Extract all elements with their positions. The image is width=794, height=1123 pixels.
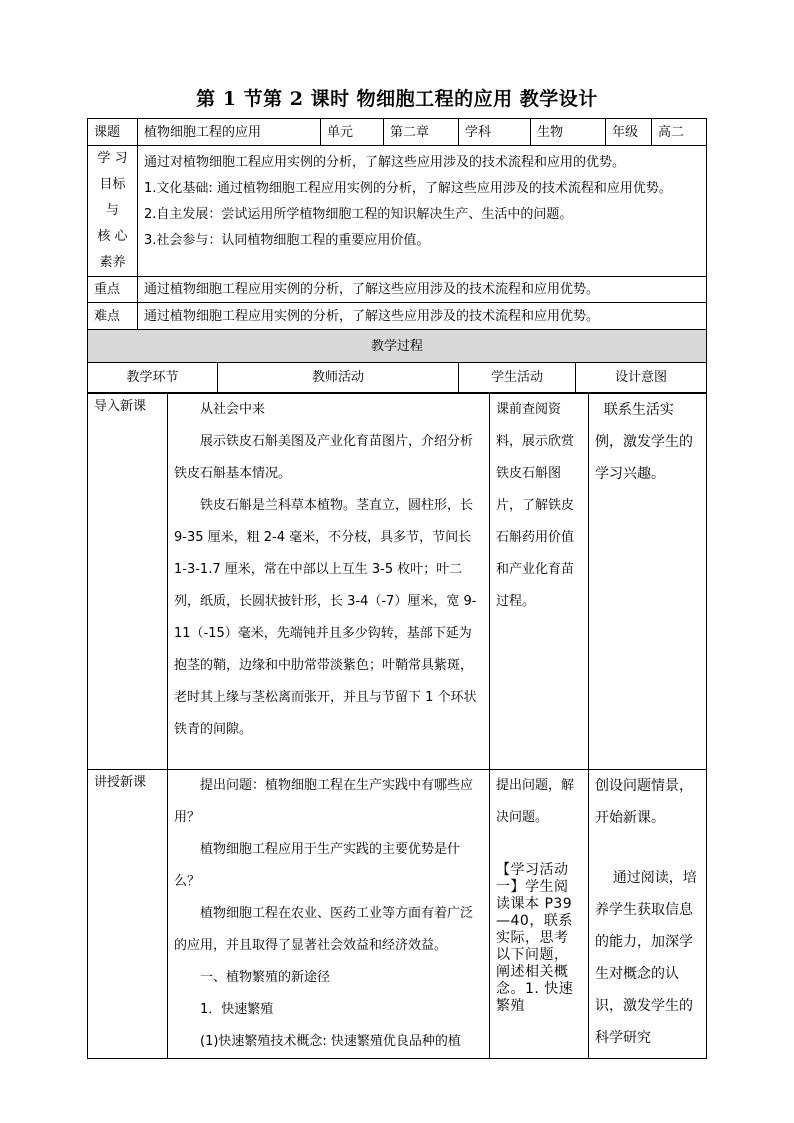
key-point-text: 通过植物细胞工程应用实例的分析，了解这些应用涉及的技术流程和应用优势。 [138,277,707,303]
intro-stage: 导入新课 [88,394,168,770]
goal-line: 2.自主发展：尝试运用所学植物细胞工程的知识解决生产、生活中的问题。 [144,207,573,222]
intro-teacher-para: 展示铁皮石斛美图及产业化育苗图片，介绍分析铁皮石斛基本情况。 [174,434,474,481]
teach-teacher-para: 提出问题：植物细胞工程在生产实践中有哪些应用？ [174,778,474,825]
teach-student-text-b: 【学习活动一】学生阅读课本 P39—40，联系实际，思考以下问题，阐述相关概念。1. 快速繁殖 [496,862,574,1014]
goals-label [88,146,138,277]
subject-value: 生物 [531,119,606,146]
key-point-label: 重点 [88,277,138,303]
goals-row [88,146,707,277]
intro-teacher-para: 从社会中来 [200,402,266,417]
teach-teacher-cell [168,770,490,1059]
intro-teacher-cell [168,394,490,770]
header-stage: 教学环节 [88,363,218,393]
document-title: 第 1 节第 2 课时 物细胞工程的应用 教学设计 [196,88,598,110]
teach-teacher-para: 植物细胞工程应用于生产实践的主要优势是什么？ [174,842,461,889]
process-table [87,393,707,1059]
course-label: 课题 [88,119,138,146]
teach-stage: 讲授新课 [88,770,168,1059]
goal-line: 1.文化基础: 通过植物细胞工程应用实例的分析，了解这些应用涉及的技术流程和应用优势。 [144,181,672,196]
subject-label: 学科 [459,119,531,146]
teach-teacher-para: (1)快速繁殖技术概念: 快速繁殖优良品种的植 [200,1034,461,1049]
difficult-point-row [88,303,707,330]
goals-content [138,146,707,277]
process-section-title: 教学过程 [88,330,707,363]
teach-teacher-para: 1．快速繁殖 [200,1002,274,1017]
teach-student-cell [490,770,589,1059]
intro-teacher-para: 铁皮石斛是兰科草本植物。茎直立，圆柱形，长 9-35 厘米，粗 2-4 毫米，不分枝，具多节，节间长 1-3-1.7 厘米，常在中部以上互生 3-5 枚叶；叶二列，纸质，长圆状披针形，长 3-4（-7）厘米，宽 9-11（-15）毫米，先端钝并且多少钩转，基部下延为抱茎的鞘，边缘和中肋常带淡紫色；叶鞘常具紫斑，老时其上缘与茎松离而张开，并且与节留下 1 个环状铁青的间隙。 [174,498,477,737]
process-section-row [88,330,707,363]
header-student: 学生活动 [459,363,576,393]
difficult-point-text: 通过植物细胞工程应用实例的分析，了解这些应用涉及的技术流程和应用优势。 [138,303,707,330]
course-value: 植物细胞工程的应用 [138,119,321,146]
teach-design-cell [589,770,707,1059]
goals-label-line: 与 [105,203,119,218]
goals-label-line: 目标 [99,177,126,192]
goals-label-line: 学 习 [97,151,128,166]
header-design: 设计意图 [576,363,707,393]
grade-value: 高二 [652,119,707,146]
info-row [88,119,707,146]
unit-label: 单元 [321,119,384,146]
key-point-row [88,277,707,303]
goal-line: 3.社会参与：认同植物细胞工程的重要应用价值。 [144,233,430,248]
goals-label-line: 素养 [99,255,126,270]
process-header-row [88,363,707,393]
intro-student-cell [490,394,589,770]
teach-teacher-para: 一、植物繁殖的新途径 [200,970,331,985]
teach-design-text-b: 通过阅读，培养学生获取信息的能力，加深学生对概念的认识，激发学生的科学研究 [595,870,697,1046]
teach-student-text-a: 提出问题，解决问题。 [496,778,575,825]
goal-line: 通过对植物细胞工程应用实例的分析，了解这些应用涉及的技术流程和应用的优势。 [144,155,626,170]
teach-design-text-a: 创设问题情景，开始新课。 [595,778,693,826]
intro-student-text: 课前查阅资料，展示欣赏铁皮石斛图片，了解铁皮石斛药用价值和产业化育苗过程。 [496,402,575,609]
intro-design-cell [589,394,707,770]
lesson-plan-table [87,118,707,393]
difficult-point-label: 难点 [88,303,138,330]
intro-row [88,394,707,770]
intro-design-text: 联系生活实例，激发学生的学习兴趣。 [595,402,693,482]
goals-label-line: 核 心 [97,229,128,244]
header-teacher: 教师活动 [218,363,459,393]
teach-teacher-para: 植物细胞工程在农业、医药工业等方面有着广泛的应用，并且取得了显著社会效益和经济效益。 [174,906,474,953]
grade-label: 年级 [606,119,652,146]
teach-row [88,770,707,1059]
unit-value: 第二章 [384,119,459,146]
